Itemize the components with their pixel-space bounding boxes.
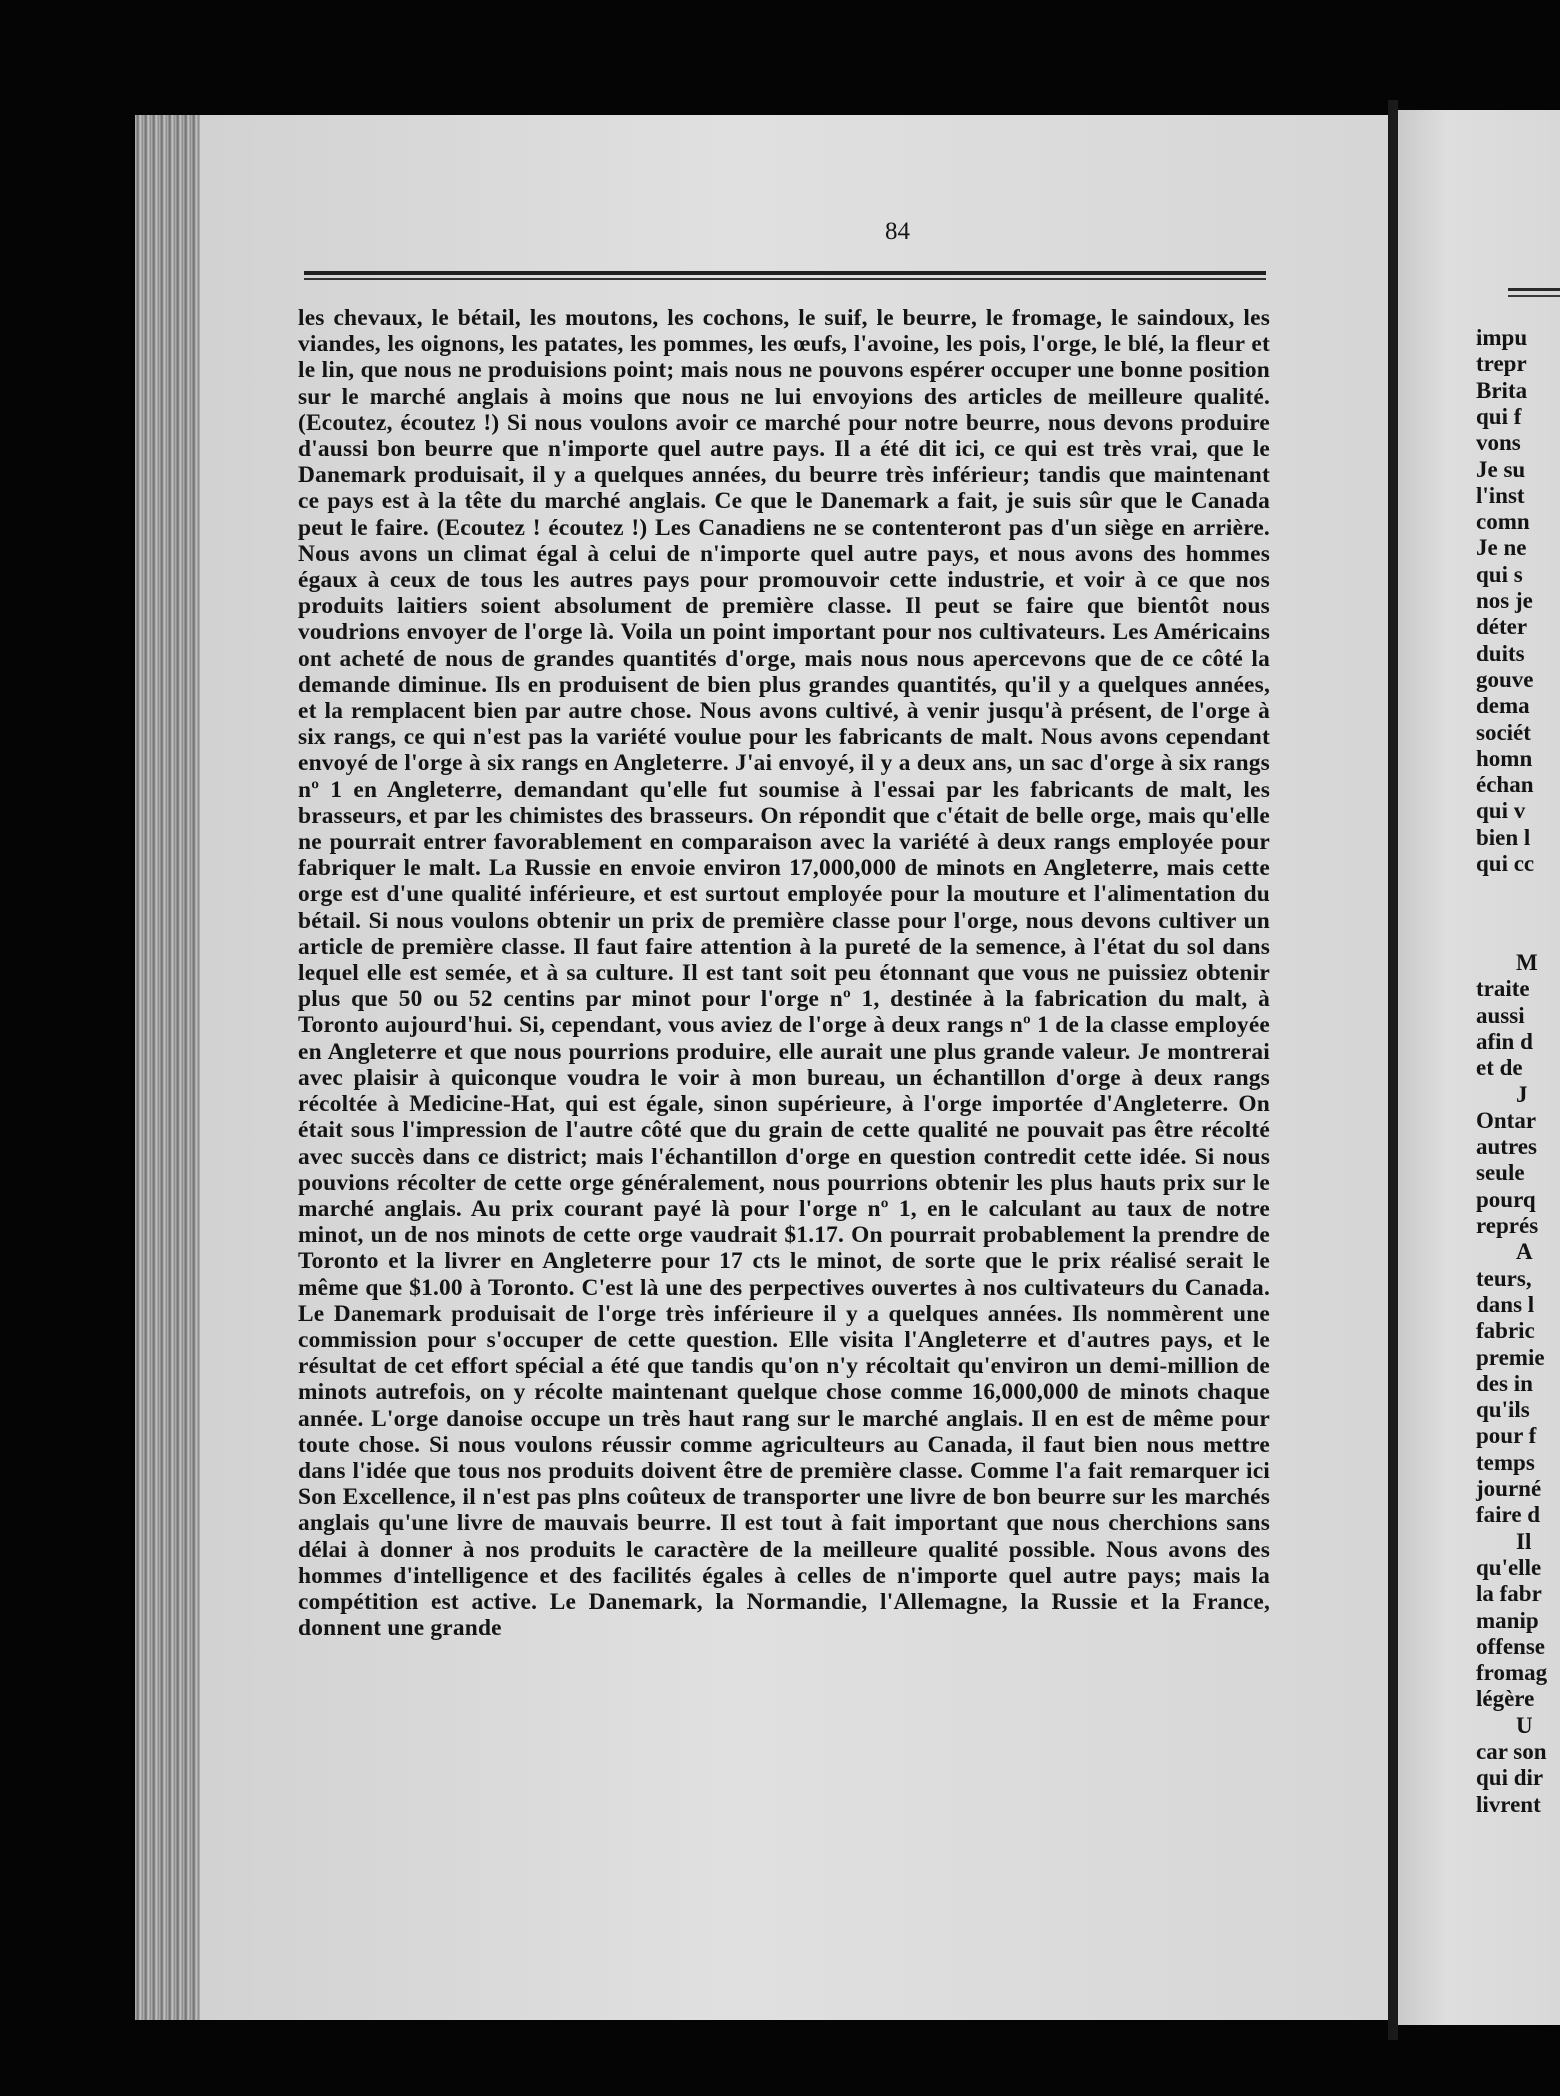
- page-gutter: [1388, 100, 1398, 2040]
- facing-page-line: homn: [1476, 745, 1533, 771]
- facing-page-line: et de: [1476, 1055, 1523, 1081]
- facing-page-line: temps: [1476, 1449, 1535, 1475]
- facing-page-line: aussi: [1476, 1002, 1525, 1028]
- left-page: [200, 115, 1388, 2020]
- facing-page-line: Brita: [1476, 377, 1528, 403]
- facing-page-line: livrent: [1476, 1791, 1541, 1817]
- facing-page-line: manip: [1476, 1607, 1539, 1633]
- facing-page-line: qu'ils: [1476, 1397, 1530, 1423]
- facing-page-line: gouve: [1476, 666, 1534, 692]
- facing-page-line: offense: [1476, 1633, 1545, 1659]
- facing-page-line: trepr: [1476, 351, 1527, 377]
- facing-page-line: A: [1516, 1239, 1533, 1265]
- facing-page-line: comn: [1476, 509, 1530, 535]
- facing-page-line: faire d: [1476, 1502, 1541, 1528]
- facing-page-line: autres: [1476, 1134, 1537, 1160]
- facing-page-line: vons: [1476, 430, 1521, 456]
- facing-page-line: qui cc: [1476, 851, 1535, 876]
- header-rule-thick: [304, 271, 1266, 275]
- facing-page-line: qui v: [1476, 798, 1526, 824]
- facing-page-line: J: [1516, 1081, 1528, 1107]
- facing-page-line: dans l: [1476, 1291, 1535, 1317]
- facing-page-line: impu: [1476, 325, 1528, 350]
- facing-page-line: bien l: [1476, 824, 1531, 850]
- facing-page-line: qui f: [1476, 403, 1522, 429]
- facing-page-line: seule: [1476, 1160, 1525, 1186]
- facing-page-line: fabric: [1476, 1318, 1535, 1344]
- facing-page-line: nos je: [1476, 588, 1533, 613]
- facing-page-line: déter: [1476, 614, 1528, 640]
- facing-page-line: Il: [1516, 1528, 1532, 1554]
- facing-page-line: teurs,: [1476, 1265, 1532, 1291]
- facing-page-line: car son: [1476, 1739, 1547, 1764]
- facing-page-line: duits: [1476, 640, 1525, 666]
- facing-page-line: des in: [1476, 1370, 1533, 1396]
- body-paragraph: les chevaux, le bétail, les moutons, les cochons, le suif, le beurre, le fromage, le saindoux, les viandes, les oignons, les patates, les pommes, les œufs, l'avoine, les pois, l'orge, le blé, la fleur et le lin, que nous ne produisions point; mais nous ne pouvons espérer occuper une bonne position sur le marché anglais à moins que nous ne lui envoyions des articles de meilleure qualité. (Ecoutez, écoutez !) Si nous voulons avoir ce marché pour notre beurre, nous devons produire d'aussi bon beurre que n'importe quel autre pays. Il a été dit ici, ce qui est très vrai, que le Danemark produisait, il y a quelques années, du beurre très inférieur; tandis que maintenant ce pays est à la tête du marché anglais. Ce que le Danemark a fait, je suis sûr que le Canada peut le faire. (Ecoutez ! écoutez !) Les Canadiens ne se contenteront pas d'un siège en arrière. Nous avons un climat égal à celui de n'importe quel autre pays, et nous avons des hommes égaux à ceux de tous les autres pays pour promouvoir cette industrie, et voir à ce que nos produits laitiers soient absolument de première classe. Il peut se faire que bientôt nous voudrions envoyer de l'orge là. Voila un point important pour nos cultivateurs. Les Américains ont acheté de nous de grandes quantités d'orge, mais nous nous apercevons que de ce côté la demande diminue. Ils en produisent de bien plus grandes quantités, qu'il y a quelques années, et la remplacent bien par autre chose. Nous avons cultivé, à venir jusqu'à présent, de l'orge à six rangs, ce qui n'est pas la variété voulue pour les fabricants de malt. Nous avons cependant envoyé de l'orge à six rangs en Angleterre. J'ai envoyé, il y a deux ans, un sac d'orge à six rangs nº 1 en Angleterre, demandant qu'elle fut soumise à l'essai par les fabricants de malt, les brasseurs, et par les chimistes des brasseurs. On répondit que c'était de belle orge, mais qu'elle ne pourrait entrer favorablement en comparaison avec la variété à deux rangs employée pour fabriquer le malt. La Russie en envoie environ 17,000,000 de minots en Angleterre, mais cette orge est d'une qualité inférieure, et est surtout employée pour la mouture et l'alimentation du bétail. Si nous voulons obtenir un prix de première classe pour l'orge, nous devons cultiver un article de première classe. Il faut faire attention à la pureté de la semence, à l'état du sol dans lequel elle est semée, et à sa culture. Il est tant soit peu étonnant que vous ne puissiez obtenir plus que 50 ou 52 centins par minot pour l'orge nº 1, destinée à la fabrication du malt, à Toronto aujourd'hui. Si, cependant, vous aviez de l'orge à deux rangs nº 1 de la classe employée en Angleterre et que nous pourrions produire, elle aurait une plus grande valeur. Je montrerai avec plaisir à quiconque voudra le voir à mon bureau, un échantillon d'orge à deux rangs récoltée à Medicine-Hat, qui est égale, sinon supérieure, à l'orge importée d'Angleterre. On était sous l'impression de l'autre côté que du grain de cette qualité ne pouvait pas être récolté avec succès dans ce district; mais l'échantillon d'orge en question contredit cette idée. Si nous pouvions récolter de cette orge généralement, nous pourrions obtenir les plus hauts prix sur le marché anglais. Au prix courant payé là pour l'orge nº 1, en le calculant au taux de notre minot, un de nos minots de cette orge vaudrait $1.17. On pourrait probablement la prendre de Toronto et la livrer en Angleterre pour 17 cts le minot, de sorte que le prix réalisé serait le même que $1.00 à Toronto. C'est là une des perpectives ouvertes à nos cultivateurs du Canada. Le Danemark produisait de l'orge très inférieure il y a quelques années. Ils nommèrent une commission pour s'occuper de cette question. Elle visita l'Angleterre et d'autres pays, et le résultat de cet effort spécial a été que tandis qu'on n'y récoltait qu'environ un demi-million de minots autrefois, on y récolte maintenant quelque chose comme 16,000,000 de minots chaque année. L'orge danoise occupe un très haut rang sur le marché anglais. Il en est de même pour toute chose. Si nous voulons réussir comme agriculteurs au Canada, il faut bien nous mettre dans l'idée que tous nos produits doivent être de première classe. Comme l'a fait remarquer ici Son Excellence, il n'est pas plns coûteux de transporter une livre de bon beurre sur les marchés anglais qu'une livre de mauvais beurre. Il est tout à fait important que nous cherchions sans délai à donner à nos produits le caractère de la meilleure qualité possible. Nous avons des hommes d'intelligence et des facilités égales à celles de n'importe quel autre pays; mais la compétition est active. Le Danemark, la Normandie, l'Allemagne, la Russie et la France, donnent une grande: [298, 305, 1270, 1642]
- facing-page-line: afin d: [1476, 1028, 1533, 1054]
- facing-page-line: premie: [1476, 1344, 1545, 1370]
- facing-page-line: sociét: [1476, 719, 1531, 745]
- facing-page-line: qui dir: [1476, 1765, 1544, 1791]
- facing-page-line: pourq: [1476, 1186, 1536, 1212]
- facing-page-line: représ: [1476, 1213, 1539, 1238]
- facing-page-line: la fabr: [1476, 1581, 1542, 1607]
- facing-header-rule: [1508, 288, 1560, 291]
- facing-page-line: l'inst: [1476, 482, 1525, 508]
- facing-header-rule-thin: [1508, 295, 1560, 297]
- page-number: 84: [885, 218, 910, 245]
- facing-page-line: fromag: [1476, 1660, 1548, 1686]
- facing-page-line: qu'elle: [1476, 1554, 1542, 1580]
- facing-page-line: traite: [1476, 976, 1530, 1002]
- facing-page: [1398, 110, 1560, 2025]
- facing-page-line: Je su: [1476, 456, 1526, 482]
- header-rule-thin: [304, 278, 1266, 280]
- book-spine-edge: [135, 115, 203, 2020]
- facing-page-line: M: [1516, 950, 1538, 975]
- facing-page-line: U: [1516, 1712, 1533, 1738]
- facing-page-line: pour f: [1476, 1423, 1537, 1449]
- facing-page-line: Ontar: [1476, 1107, 1537, 1133]
- facing-page-line: dema: [1476, 693, 1530, 719]
- facing-page-line: qui s: [1476, 561, 1523, 587]
- facing-page-line: échan: [1476, 772, 1534, 798]
- facing-page-line: journé: [1476, 1476, 1542, 1501]
- facing-page-line: légère: [1476, 1686, 1535, 1712]
- facing-page-line: Je ne: [1476, 535, 1527, 561]
